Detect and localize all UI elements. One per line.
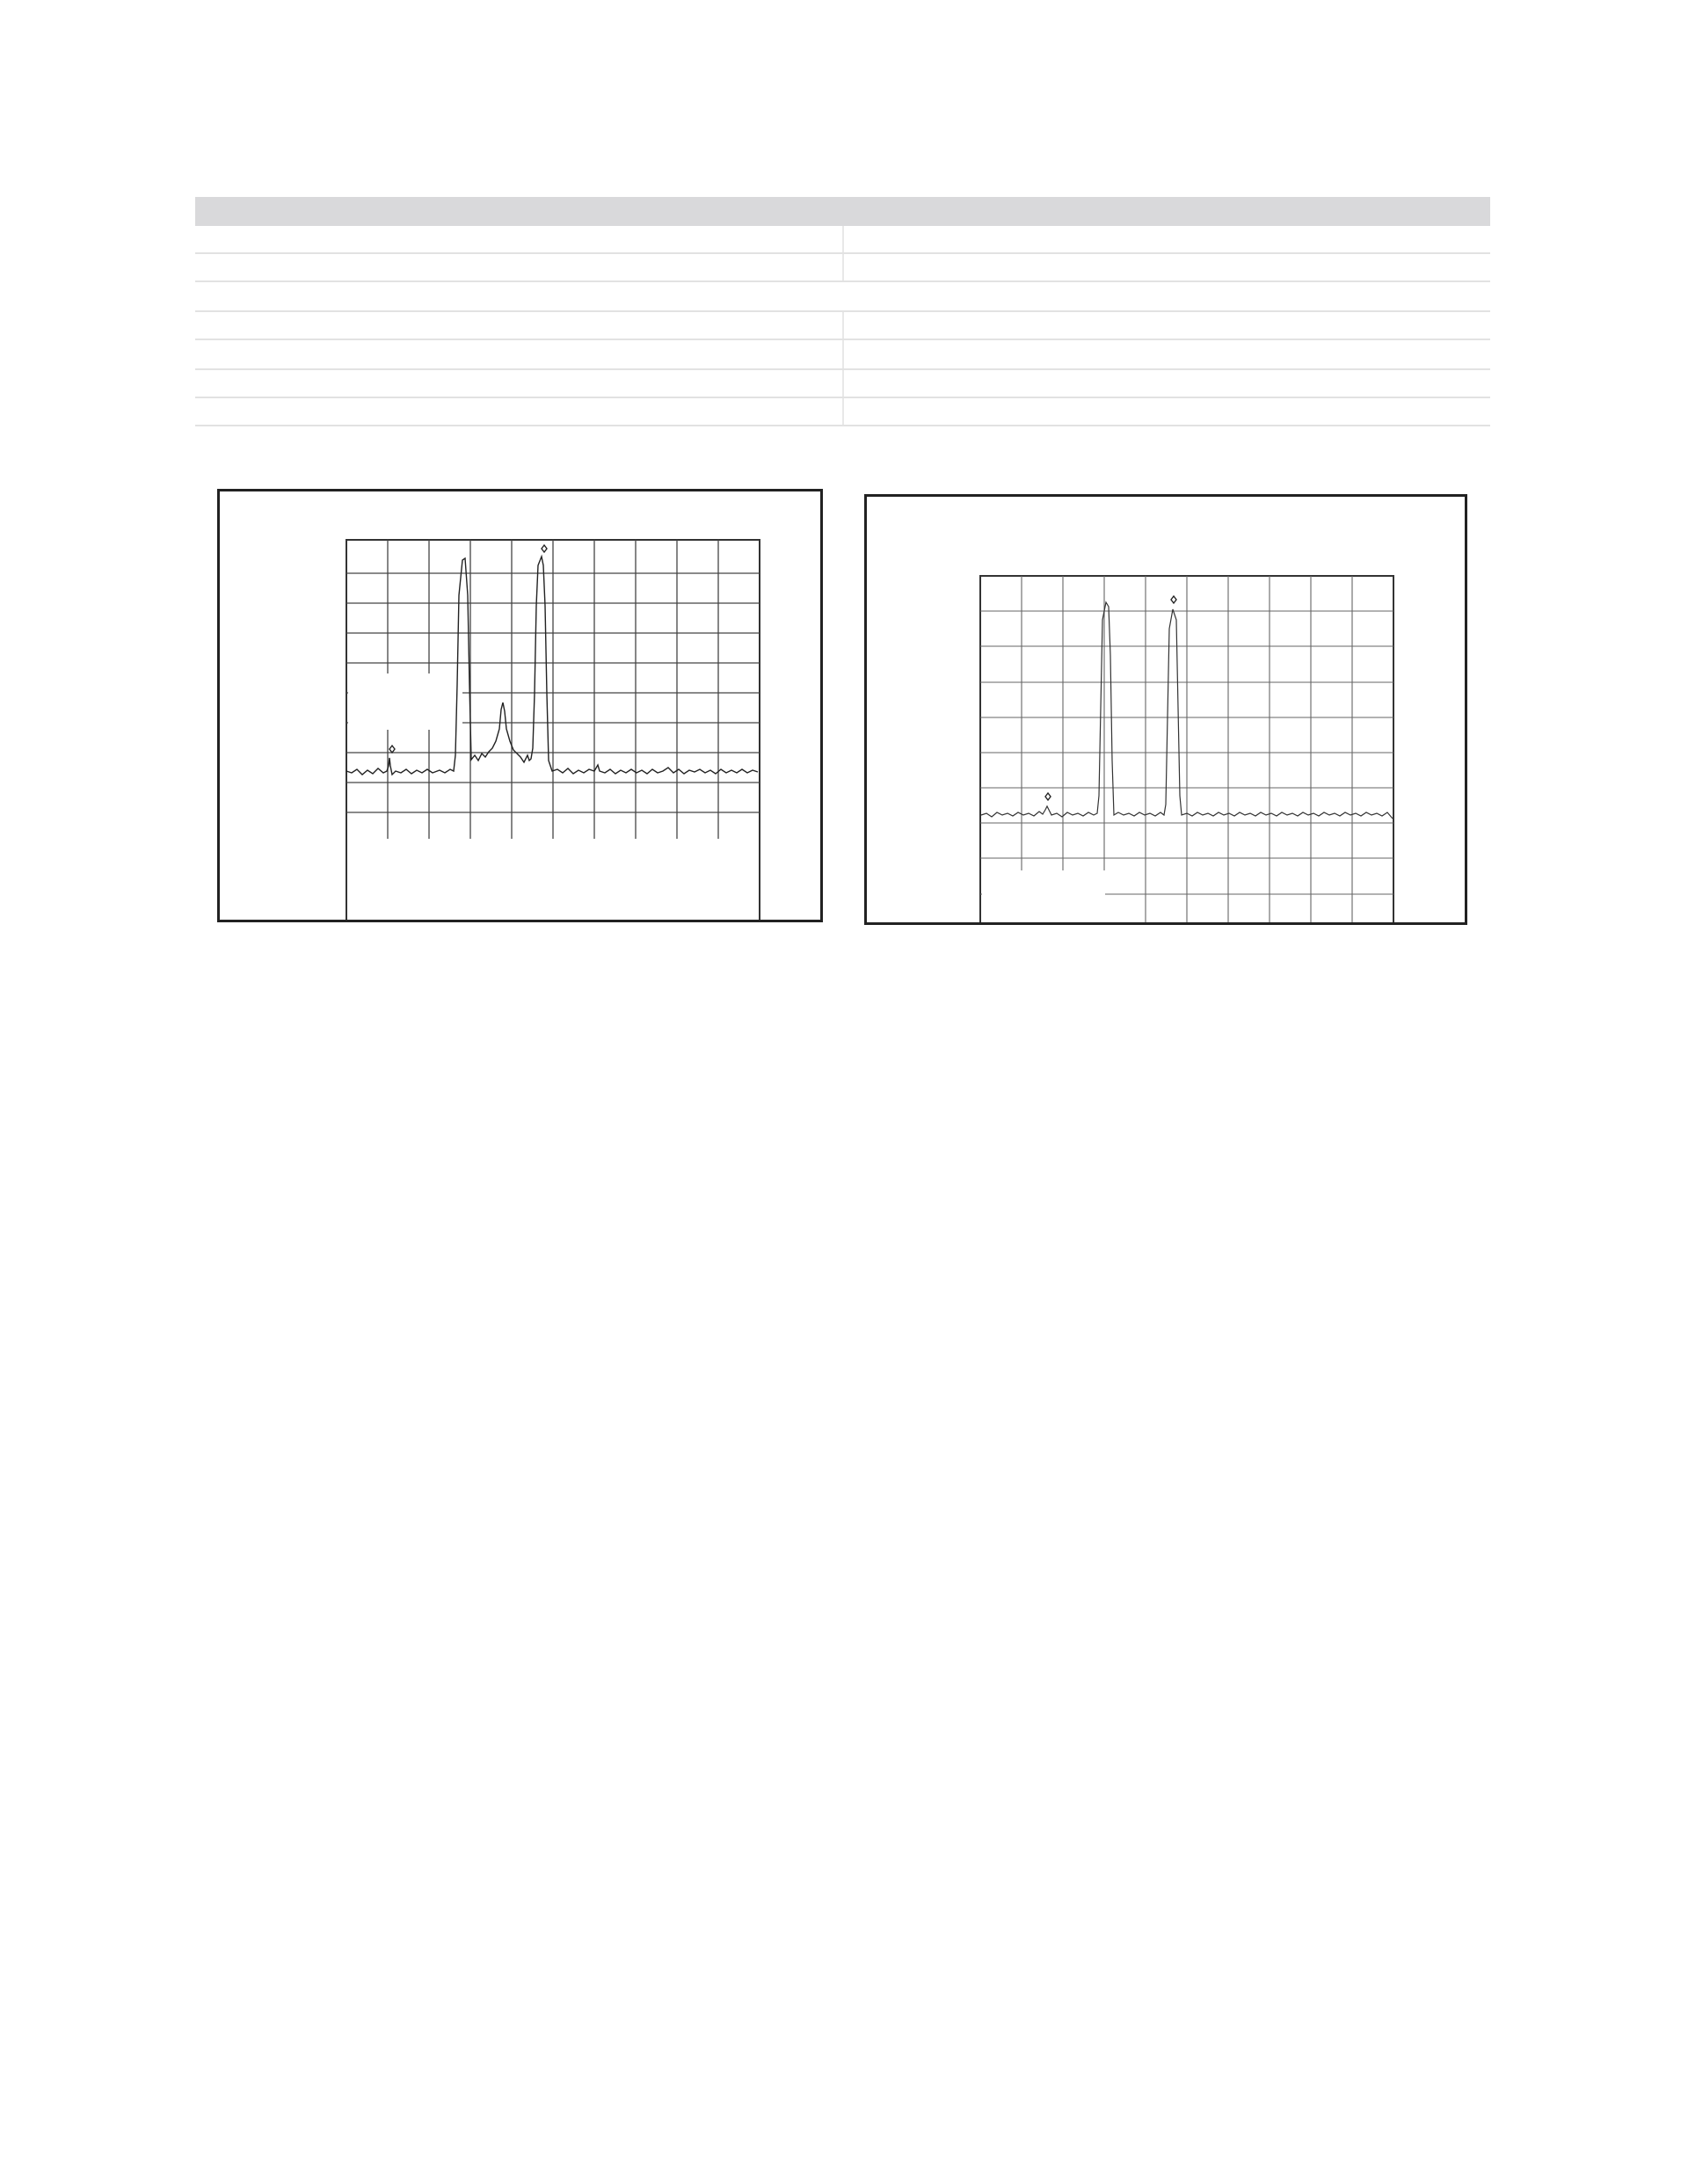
table-row [195,253,1490,281]
row-value [843,369,1491,397]
table-row [195,339,1490,369]
table-row [195,397,1490,426]
two-tone-spec-table [195,197,1490,426]
row-label [195,339,843,369]
row-label [195,253,843,281]
row-value [843,311,1491,339]
table-row [195,225,1490,253]
spectrum-graticule-trace [867,497,1465,922]
row-label [195,369,843,397]
row-label [195,397,843,426]
row-value [843,225,1491,253]
row-label [195,281,1490,311]
row-label [195,311,843,339]
spectrum-graticule-trace [220,491,820,920]
table-header-row [195,197,1490,225]
row-value [843,397,1491,426]
table-row [195,311,1490,339]
row-label [195,225,843,253]
row-value [843,253,1491,281]
two-tone-header [195,197,1490,225]
spectrum-plot-20ghz [217,489,823,922]
spectrum-plot-44ghz [864,494,1467,925]
table-row [195,281,1490,311]
table-row [195,369,1490,397]
row-value [843,339,1491,369]
